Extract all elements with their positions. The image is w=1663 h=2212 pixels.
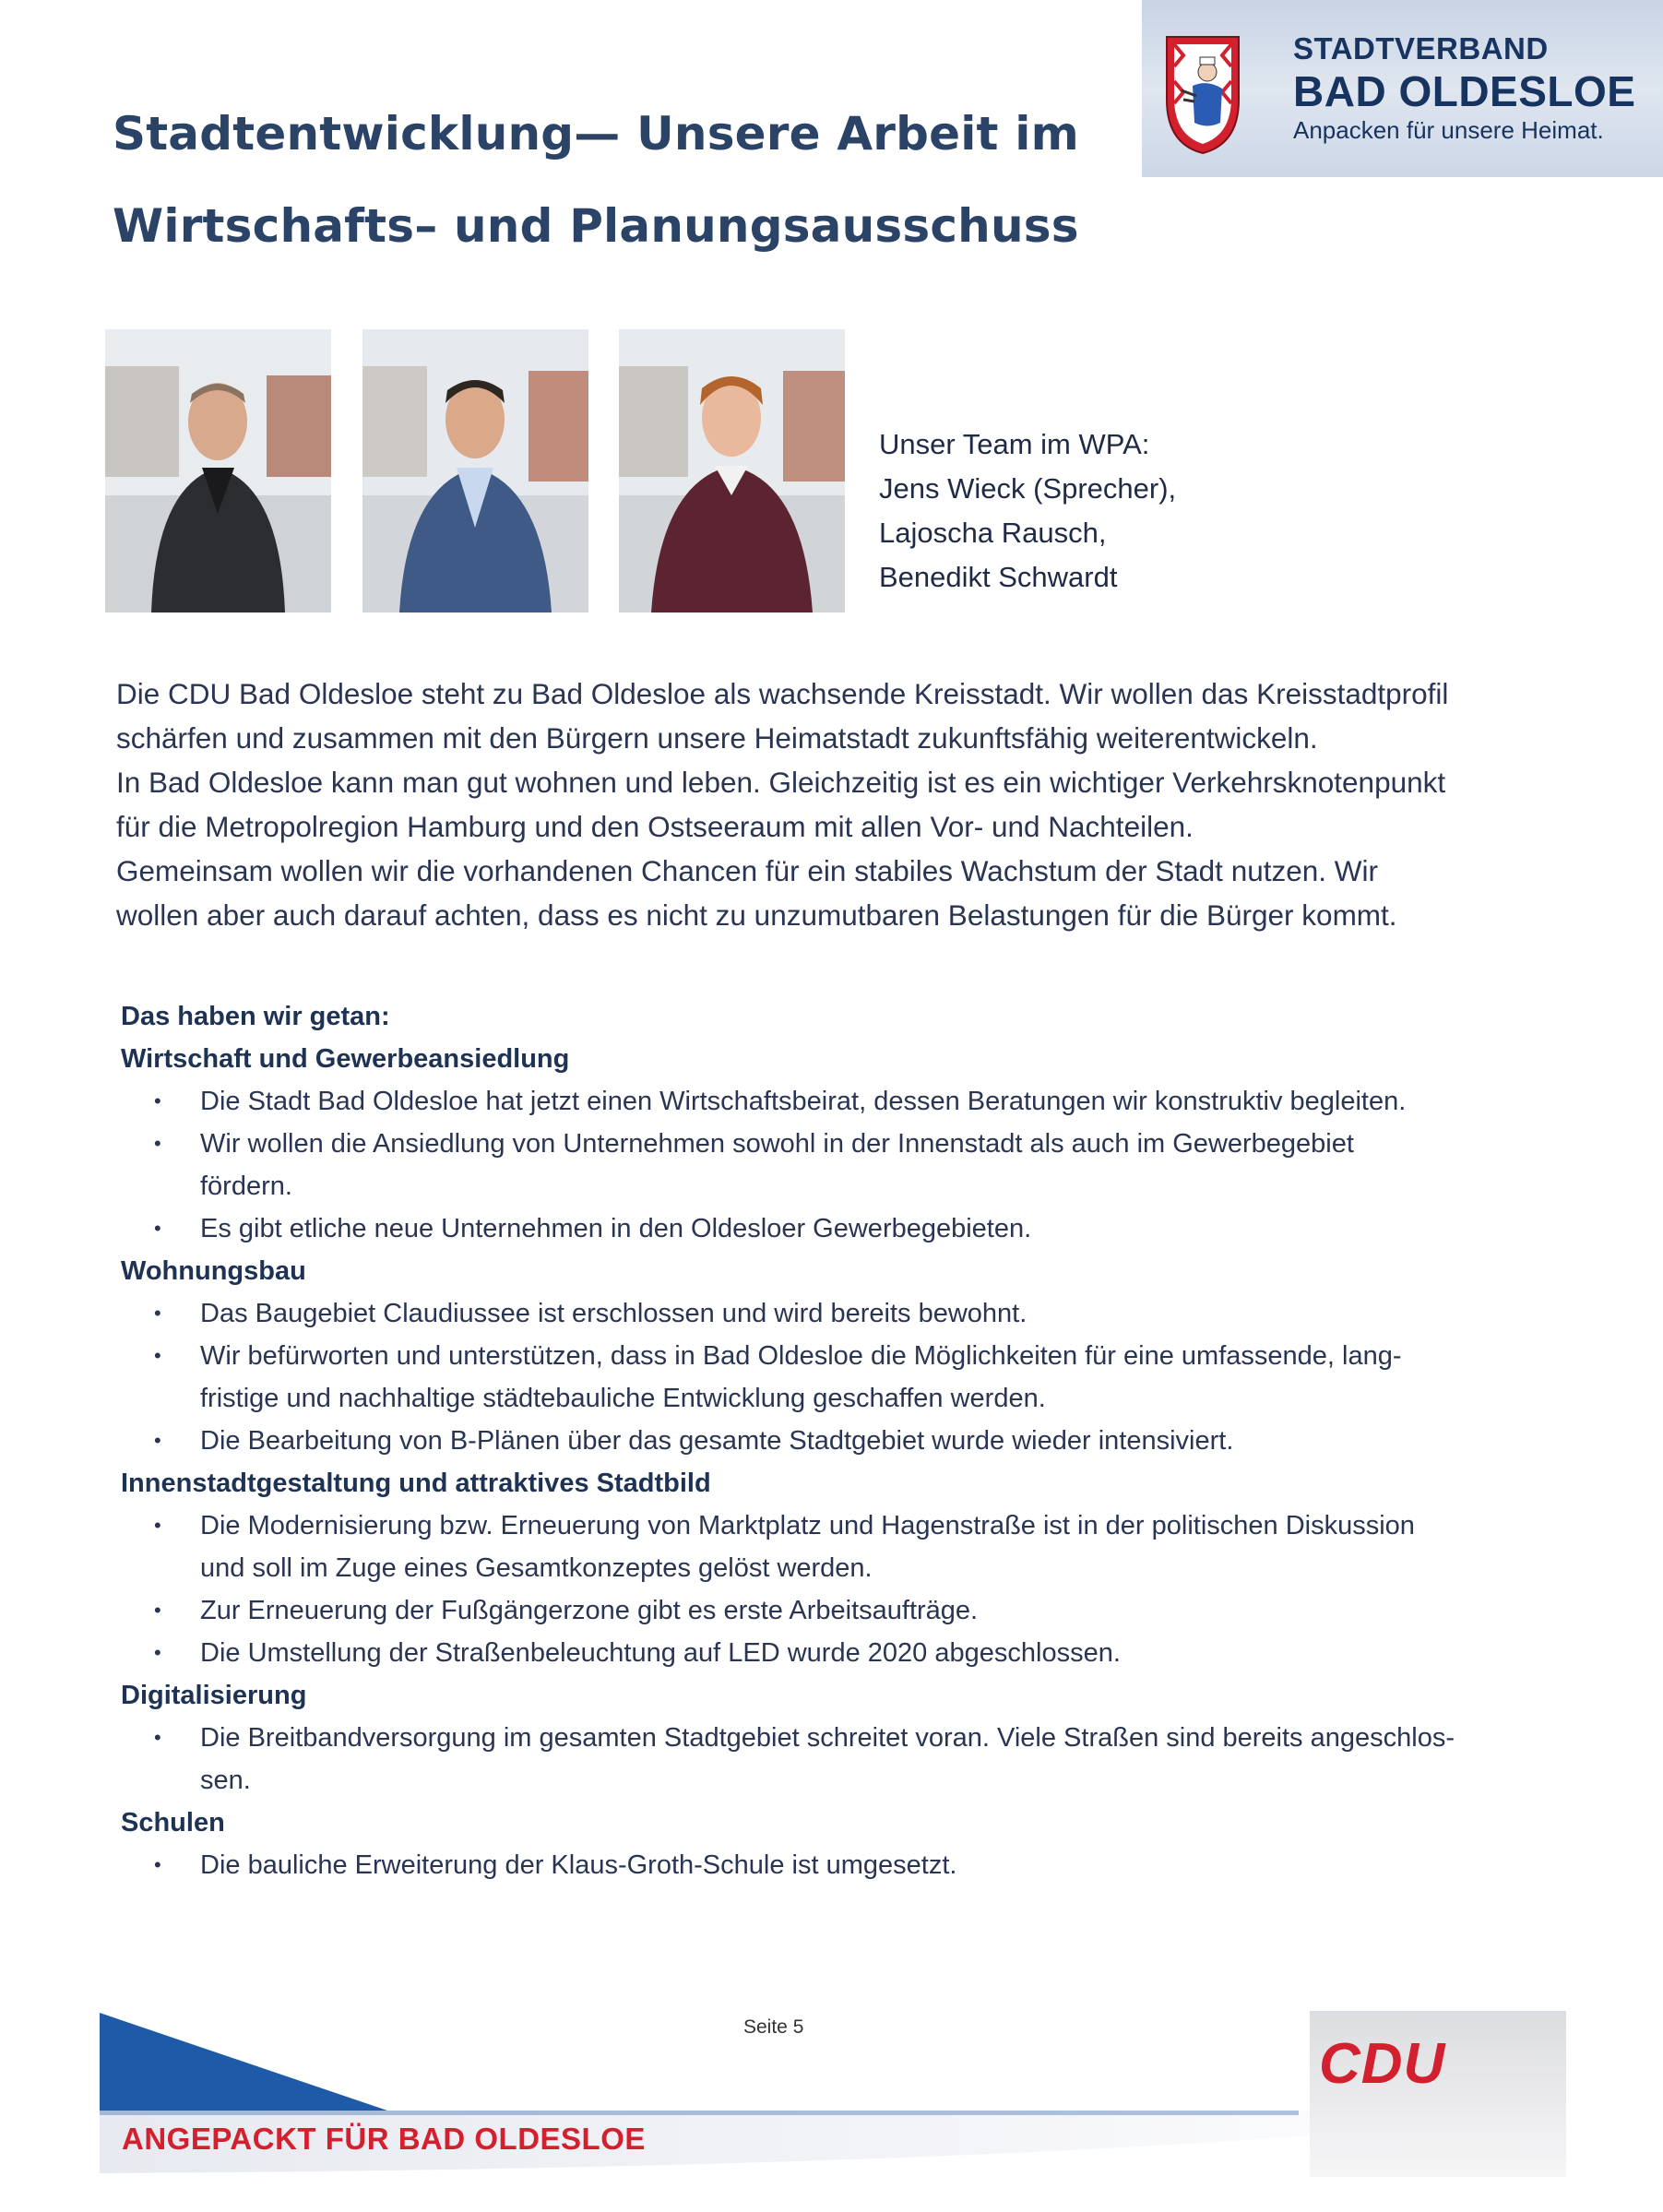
list-item: • Es gibt etliche neue Unternehmen in den Oldesloer Gewerbegebieten. — [121, 1207, 1560, 1250]
team-caption — [879, 422, 1176, 600]
section-heading: Digitalisierung — [121, 1681, 307, 1710]
bullet-icon: • — [154, 1132, 161, 1155]
cdu-logo-text: CDU — [1319, 2032, 1446, 2096]
page-title-line-1: Stadtentwicklung— Unsere Arbeit im — [113, 107, 1079, 161]
coat-of-arms-icon — [1165, 35, 1241, 155]
intro-line: Die CDU Bad Oldesloe steht zu Bad Oldesloe als wachsende Kreisstadt. Wir wollen das Kreisstadtprofil — [116, 677, 1449, 710]
page-number: Seite 5 — [743, 2016, 804, 2038]
list-item: • Die Modernisierung bzw. Erneuerung von Marktplatz und Hagenstraße ist in der politischen Diskussion und soll im Zuge eines Gesamtkonzeptes gelöst werden. — [121, 1504, 1560, 1589]
list-item: • Die Bearbeitung von B-Plänen über das gesamte Stadtgebiet wurde wieder intensiviert. — [121, 1420, 1560, 1462]
team-caption-line: Jens Wieck (Sprecher), — [879, 472, 1177, 505]
achievements-section — [121, 995, 1560, 1886]
achievements-heading: Das haben wir getan: — [121, 1002, 390, 1031]
bullet-icon: • — [154, 1599, 161, 1622]
bullet-icon: • — [154, 1641, 161, 1664]
bullet-icon: • — [154, 1089, 161, 1112]
bullet-icon: • — [154, 1302, 161, 1325]
team-caption-line: Unser Team im WPA: — [879, 428, 1150, 460]
list-item: • Wir befürworten und unterstützen, dass in Bad Oldesloe die Möglichkeiten für eine umfassende, lang- fristige und nachhaltige städtebauliche Entwicklung geschaffen werden. — [121, 1335, 1560, 1420]
section-heading: Innenstadtgestaltung und attraktives Stadtbild — [121, 1469, 711, 1498]
intro-line: Gemeinsam wollen wir die vorhandenen Chancen für ein stabiles Wachstum der Stadt nutzen. Wir — [116, 854, 1378, 887]
portrait-photo-2 — [362, 329, 588, 612]
intro-paragraph — [116, 672, 1574, 937]
bullet-icon: • — [154, 1429, 161, 1452]
bullet-icon: • — [154, 1726, 161, 1749]
list-item: • Die bauliche Erweiterung der Klaus-Groth-Schule ist umgesetzt. — [121, 1844, 1560, 1886]
footer-slogan: ANGEPACKT FÜR BAD OLDESLOE — [122, 2122, 646, 2156]
logo-line-stadtverband: STADTVERBAND — [1293, 31, 1549, 65]
logo-line-bad-oldesloe: BAD OLDESLOE — [1293, 67, 1636, 115]
list-item: • Das Baugebiet Claudiussee ist erschlossen und wird bereits bewohnt. — [121, 1292, 1560, 1335]
team-caption-line: Lajoscha Rausch, — [879, 517, 1107, 549]
bullet-icon: • — [154, 1344, 161, 1367]
bullet-icon: • — [154, 1853, 161, 1876]
section-heading: Schulen — [121, 1808, 225, 1837]
list-item: • Die Breitbandversorgung im gesamten Stadtgebiet schreitet voran. Viele Straßen sind bereits angeschlos- sen. — [121, 1717, 1560, 1802]
portrait-photo-1 — [105, 329, 331, 612]
list-item: • Wir wollen die Ansiedlung von Unternehmen sowohl in der Innenstadt als auch im Gewerbegebiet fördern. — [121, 1123, 1560, 1207]
intro-line: für die Metropolregion Hamburg und den Ostseeraum mit allen Vor- und Nachteilen. — [116, 810, 1194, 843]
section-heading: Wirtschaft und Gewerbeansiedlung — [121, 1044, 570, 1074]
intro-line: schärfen und zusammen mit den Bürgern unsere Heimatstadt zukunftsfähig weiterentwickeln. — [116, 721, 1318, 755]
team-caption-line: Benedikt Schwardt — [879, 561, 1118, 593]
section-heading: Wohnungsbau — [121, 1256, 306, 1286]
page-title-line-2: Wirtschafts– und Planungsausschuss — [113, 199, 1079, 253]
list-item: • Zur Erneuerung der Fußgängerzone gibt es erste Arbeitsaufträge. — [121, 1589, 1560, 1632]
logo-slogan: Anpacken für unsere Heimat. — [1293, 116, 1604, 144]
intro-line: wollen aber auch darauf achten, dass es nicht zu unzumutbaren Belastungen für die Bürger kommt. — [116, 898, 1397, 932]
bullet-icon: • — [154, 1514, 161, 1537]
intro-line: In Bad Oldesloe kann man gut wohnen und leben. Gleichzeitig ist es ein wichtiger Verkehrsknotenpunkt — [116, 766, 1446, 799]
portrait-photo-3 — [619, 329, 845, 612]
bullet-icon: • — [154, 1217, 161, 1240]
list-item: • Die Umstellung der Straßenbeleuchtung auf LED wurde 2020 abgeschlossen. — [121, 1632, 1560, 1674]
list-item: • Die Stadt Bad Oldesloe hat jetzt einen Wirtschaftsbeirat, dessen Beratungen wir konstruktiv begleiten. — [121, 1080, 1560, 1123]
